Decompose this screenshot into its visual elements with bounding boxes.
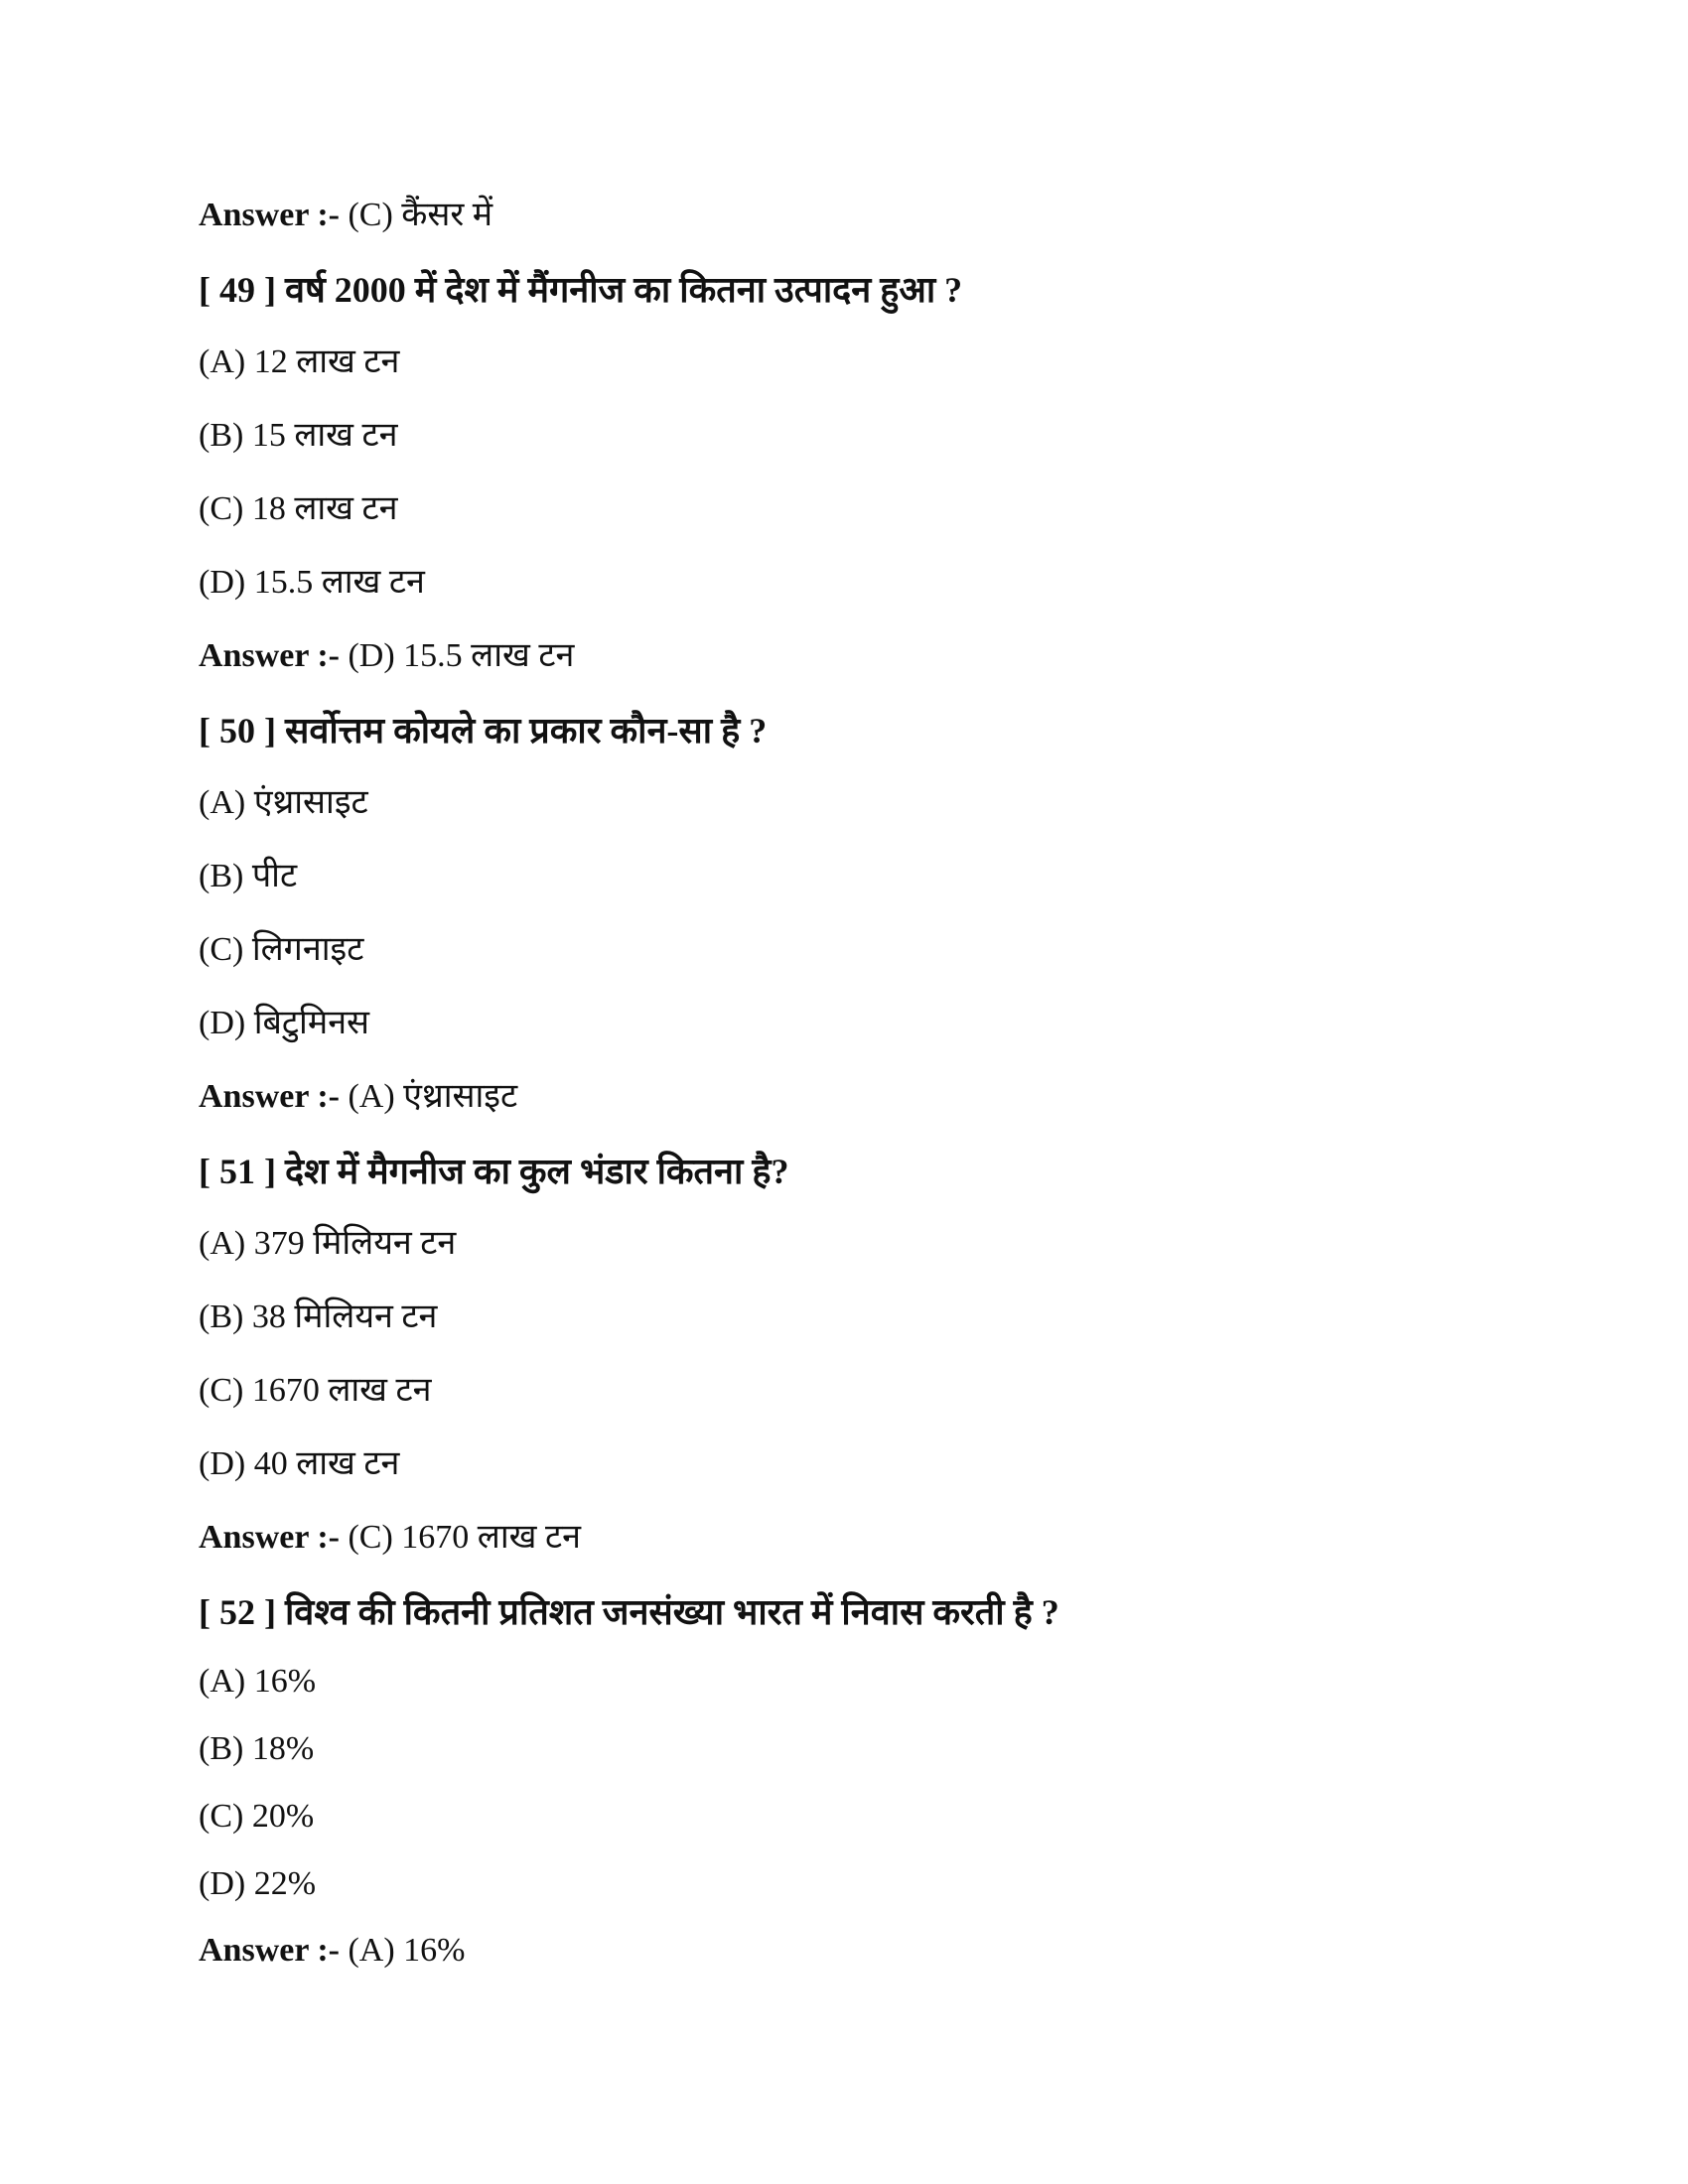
question-52: [199, 1594, 1059, 1630]
option-b: (B) 15 लाख टन: [199, 417, 398, 454]
question-number: [ 49 ]: [199, 270, 276, 310]
question-number: [ 52 ]: [199, 1592, 276, 1632]
answer-value: (C) कैंसर में: [348, 197, 493, 233]
answer-label: Answer :-: [199, 197, 340, 233]
previous-answer: [199, 199, 492, 232]
option-c: (C) 1670 लाख टन: [199, 1372, 432, 1409]
answer-50: [199, 1080, 517, 1114]
question-text: देश में मैगनीज का कुल भंडार कितना है?: [284, 1152, 789, 1191]
answer-52: [199, 1934, 466, 1968]
answer-51: [199, 1521, 581, 1555]
question-51: [199, 1154, 788, 1189]
question-number: [ 51 ]: [199, 1152, 276, 1191]
answer-label: Answer :-: [199, 1519, 340, 1556]
option-a: (A) एंथ्रासाइट: [199, 784, 368, 821]
answer-value: (C) 1670 लाख टन: [348, 1519, 581, 1556]
question-text: वर्ष 2000 में देश में मैंगनीज का कितना उत्पादन हुआ ?: [284, 270, 963, 310]
answer-value: (A) 16%: [348, 1932, 466, 1969]
answer-49: [199, 639, 574, 673]
answer-label: Answer :-: [199, 1078, 340, 1115]
option-a: (A) 16%: [199, 1663, 317, 1700]
option-b: (B) 38 मिलियन टन: [199, 1298, 438, 1335]
option-d: (D) बिटुमिनस: [199, 1005, 370, 1041]
option-b: (B) 18%: [199, 1730, 315, 1767]
option-c: (C) लिगनाइट: [199, 931, 364, 968]
option-d: (D) 22%: [199, 1865, 317, 1902]
option-c: (C) 18 लाख टन: [199, 490, 398, 527]
option-d: (D) 15.5 लाख टन: [199, 564, 425, 601]
option-d: (D) 40 लाख टन: [199, 1445, 400, 1482]
answer-value: (A) एंथ्रासाइट: [348, 1078, 518, 1115]
question-number: [ 50 ]: [199, 711, 276, 751]
answer-value: (D) 15.5 लाख टन: [348, 637, 575, 674]
answer-label: Answer :-: [199, 1932, 340, 1969]
option-a: (A) 379 मिलियन टन: [199, 1225, 457, 1262]
option-a: (A) 12 लाख टन: [199, 343, 400, 380]
question-text: विश्व की कितनी प्रतिशत जनसंख्या भारत में निवास करती है ?: [284, 1592, 1059, 1632]
question-text: सर्वोत्तम कोयले का प्रकार कौन-सा है ?: [284, 711, 768, 751]
option-b: (B) पीट: [199, 858, 298, 894]
option-c: (C) 20%: [199, 1798, 315, 1835]
question-50: [199, 713, 767, 749]
question-49: [199, 272, 962, 308]
answer-label: Answer :-: [199, 637, 340, 674]
